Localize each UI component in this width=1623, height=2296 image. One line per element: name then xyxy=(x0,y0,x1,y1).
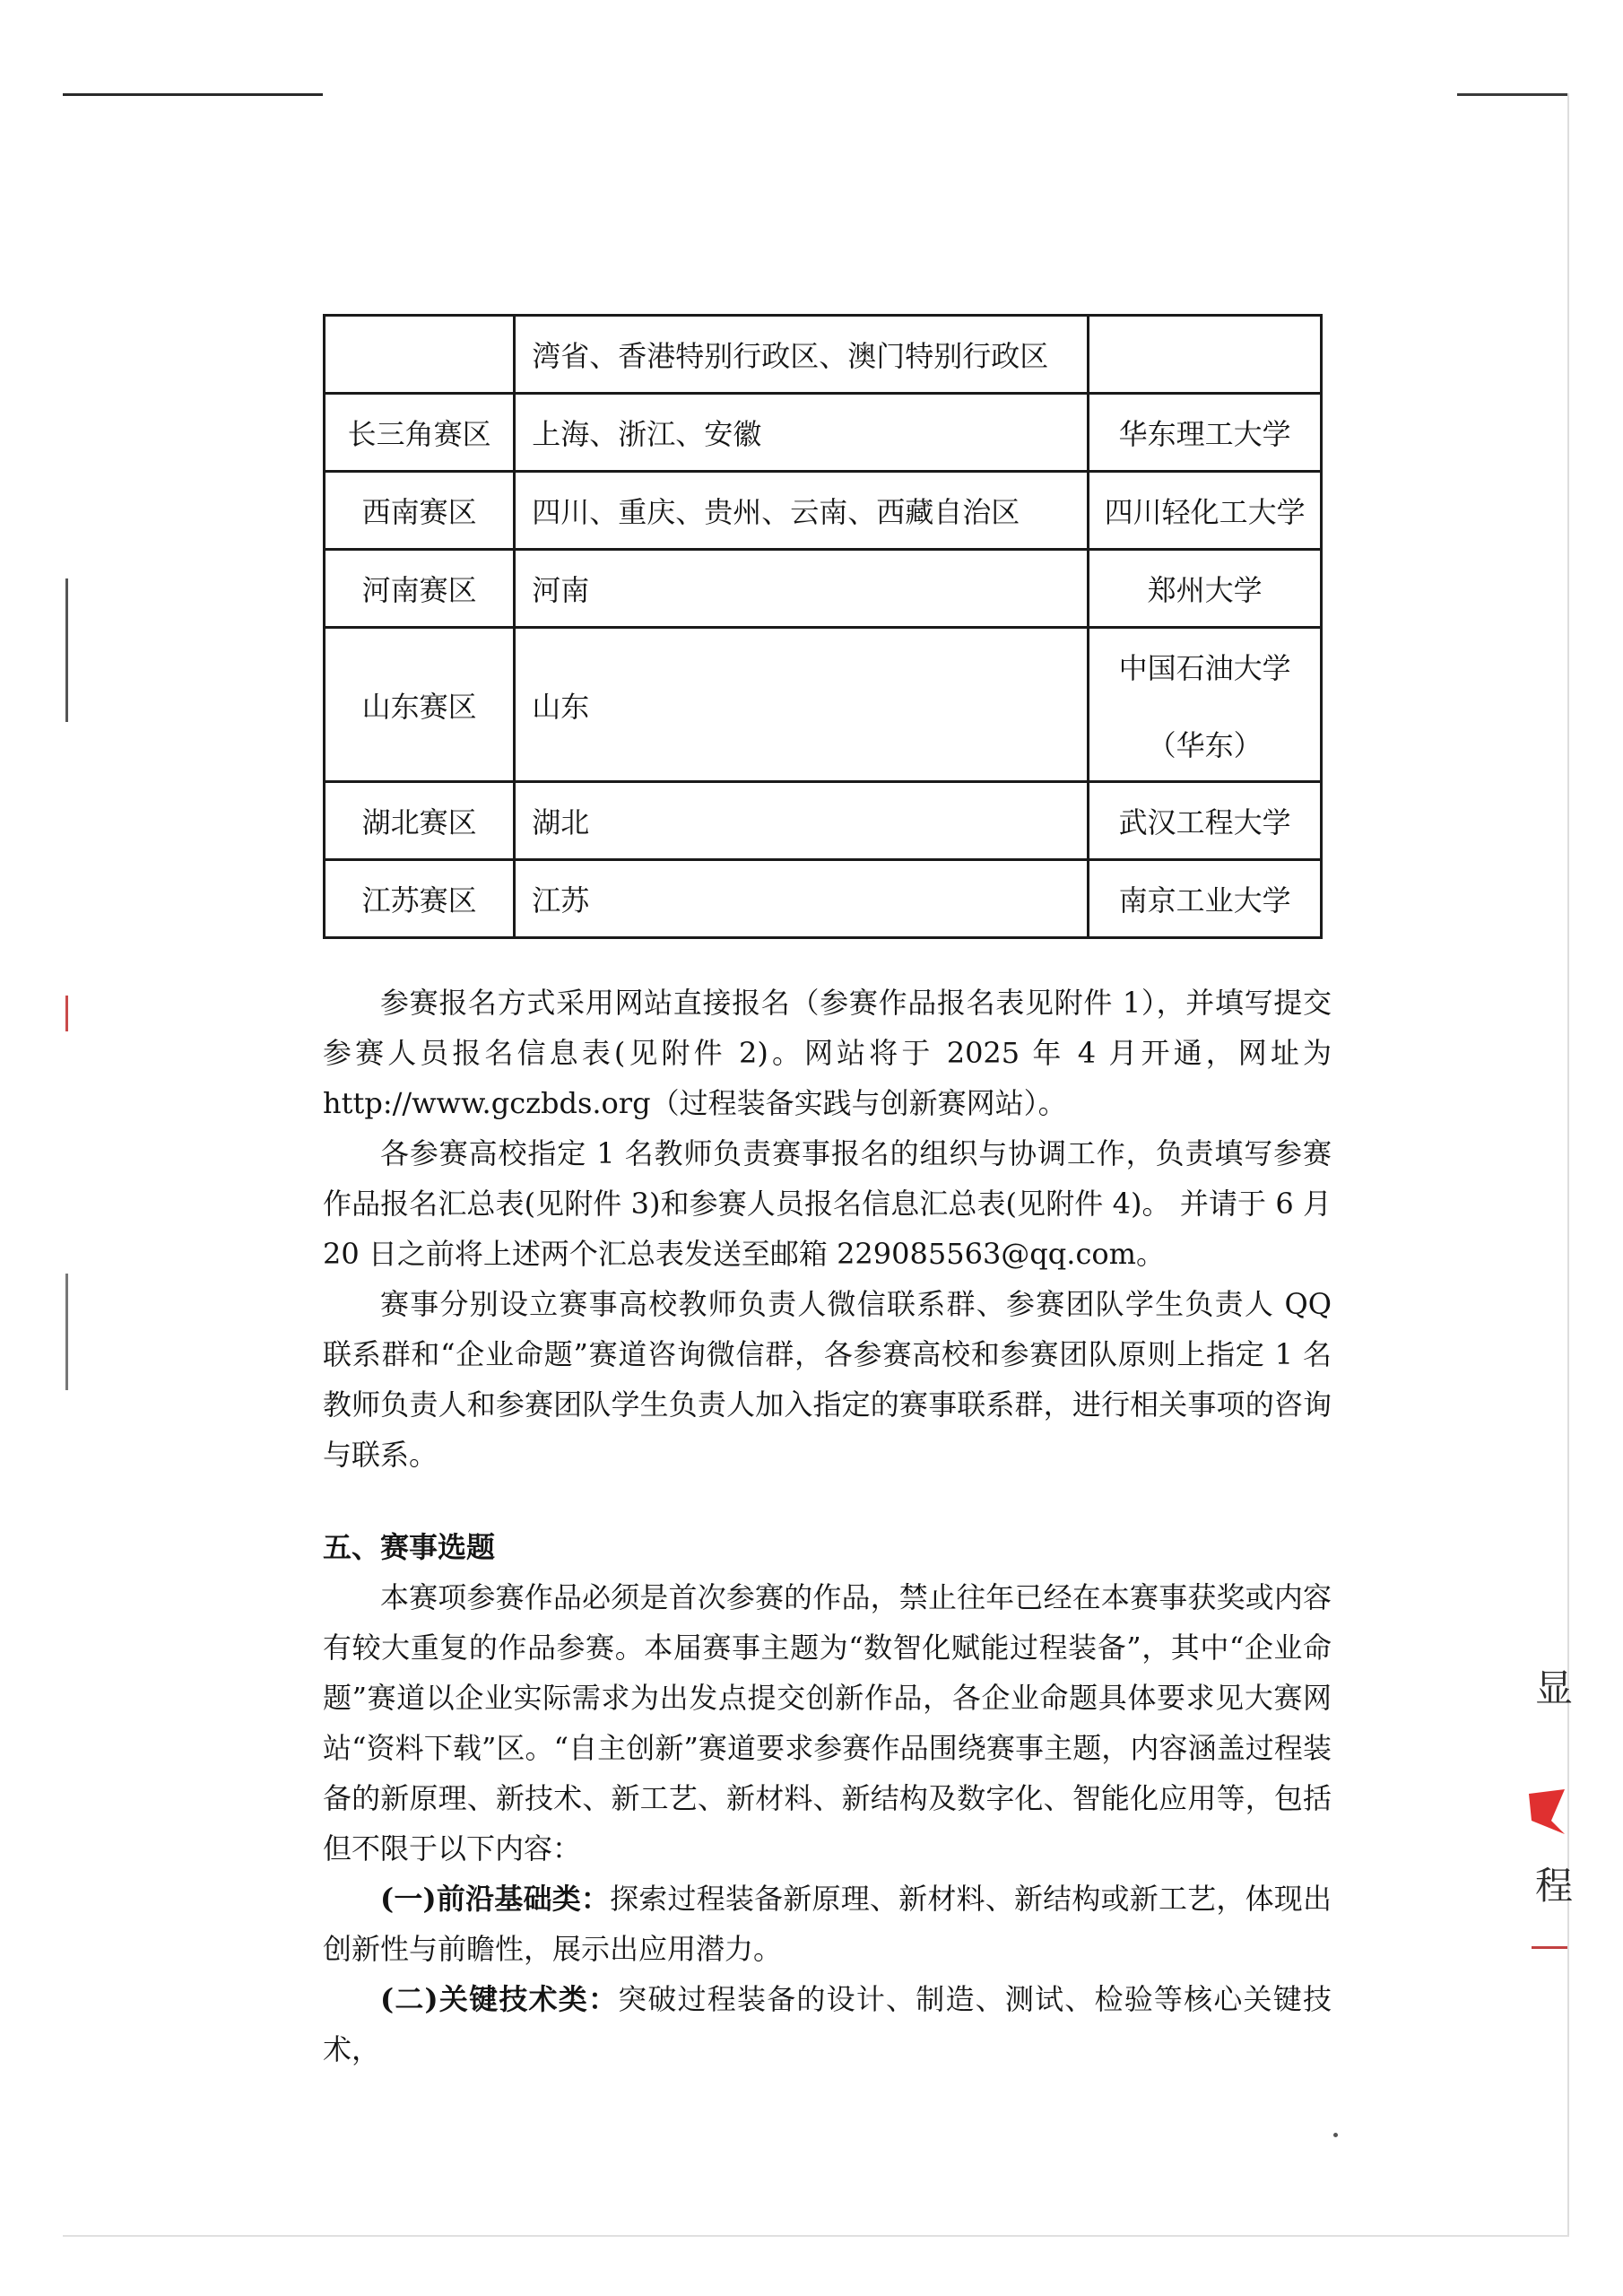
area-cell: 湖北赛区 xyxy=(325,782,515,860)
host-cell xyxy=(1089,316,1322,394)
provinces-cell: 四川、重庆、贵州、云南、西藏自治区 xyxy=(515,472,1089,550)
item-label: (二)关键技术类： xyxy=(380,1982,619,2016)
seal-char: 显 xyxy=(1535,1666,1574,1710)
host-line-1: 中国石油大学 xyxy=(1118,650,1291,685)
paragraph-registration-method: 参赛报名方式采用网站直接报名（参赛作品报名表见附件 1），并填写提交参赛人员报名信息表(见附件 2)。网站将于 2025 年 4 月开通，网址为 http://www.gczbds.org（过程装备实践与创新赛网站）。 xyxy=(323,986,1332,1120)
item-text: 探索过程装备新原理、新材料、新结构或新工艺，体现出创新性与前瞻性，展示出应用潜力。 xyxy=(323,1882,1332,1966)
paragraph-topic-intro: 本赛项参赛作品必须是首次参赛的作品，禁止往年已经在本赛事获奖或内容有较大重复的作品参赛。本届赛事主题为“数智化赋能过程装备”，其中“企业命题”赛道以企业实际需求为出发点提交创新作品，各企业命题具体要求见大赛网站“资料下载”区。“自主创新”赛道要求参赛作品围绕赛事主题，内容涵盖过程装备的新原理、新技术、新工艺、新材料、新结构及数字化、智能化应用等，包括但不限于以下内容： xyxy=(323,1580,1332,1866)
area-cell: 江苏赛区 xyxy=(325,860,515,938)
provinces-cell: 湖北 xyxy=(515,782,1089,860)
scan-dot xyxy=(1333,2133,1338,2137)
table-row xyxy=(325,316,1322,394)
item-label: (一)前沿基础类： xyxy=(380,1882,611,1916)
table-row xyxy=(325,394,1322,472)
provinces-cell: 江苏 xyxy=(515,860,1089,938)
seal-char: 程 xyxy=(1535,1864,1574,1908)
list-item-frontier xyxy=(323,1874,1332,1974)
table-row xyxy=(325,782,1322,860)
section-5-body xyxy=(323,1572,1332,2074)
host-cell: 郑州大学 xyxy=(1089,550,1322,628)
region-table xyxy=(323,314,1323,939)
host-cell: 武汉工程大学 xyxy=(1089,782,1322,860)
provinces-cell: 上海、浙江、安徽 xyxy=(515,394,1089,472)
area-cell: 长三角赛区 xyxy=(325,394,515,472)
provinces-cell: 湾省、香港特别行政区、澳门特别行政区 xyxy=(515,316,1089,394)
area-cell: 山东赛区 xyxy=(325,628,515,782)
scan-line-top-right xyxy=(1457,93,1569,96)
section-heading: 五、赛事选题 xyxy=(323,1530,496,1564)
scan-edge-mark xyxy=(65,1274,68,1390)
host-cell: 华东理工大学 xyxy=(1089,394,1322,472)
registration-section xyxy=(323,978,1332,1480)
scan-red-mark xyxy=(65,996,68,1031)
area-cell: 河南赛区 xyxy=(325,550,515,628)
host-cell xyxy=(1089,628,1322,782)
seal-fragment xyxy=(1524,1659,1574,1982)
seal-underline xyxy=(1532,1946,1567,1949)
host-line-2: （华东） xyxy=(1147,727,1263,762)
table-row xyxy=(325,472,1322,550)
host-cell: 南京工业大学 xyxy=(1089,860,1322,938)
scan-edge-mark xyxy=(65,578,68,722)
paragraph-school-contact: 各参赛高校指定 1 名教师负责赛事报名的组织与协调工作，负责填写参赛作品报名汇总表(见附件 3)和参赛人员报名信息汇总表(见附件 4)。 并请于 6 月 20 日之前将上述两个汇总表发送至邮箱 229085563@qq.com。 xyxy=(323,1136,1332,1271)
provinces-cell: 山东 xyxy=(515,628,1089,782)
table-row xyxy=(325,550,1322,628)
scan-bottom-line xyxy=(63,2235,1569,2237)
item-text: 突破过程装备的设计、制造、测试、检验等核心关键技术， xyxy=(323,1982,1332,2066)
table-row xyxy=(325,860,1322,938)
area-cell: 西南赛区 xyxy=(325,472,515,550)
seal-red-mark xyxy=(1524,1785,1569,1839)
area-cell xyxy=(325,316,515,394)
scan-line-top-left xyxy=(63,93,323,96)
table-row xyxy=(325,628,1322,782)
paragraph-contact-groups: 赛事分别设立赛事高校教师负责人微信联系群、参赛团队学生负责人 QQ 联系群和“企业命题”赛道咨询微信群，各参赛高校和参赛团队原则上指定 1 名教师负责人和参赛团队学生负责人加入指定的赛事联系群，进行相关事项的咨询与联系。 xyxy=(323,1287,1332,1472)
provinces-cell: 河南 xyxy=(515,550,1089,628)
host-cell: 四川轻化工大学 xyxy=(1089,472,1322,550)
list-item-key-tech xyxy=(323,1974,1332,2074)
